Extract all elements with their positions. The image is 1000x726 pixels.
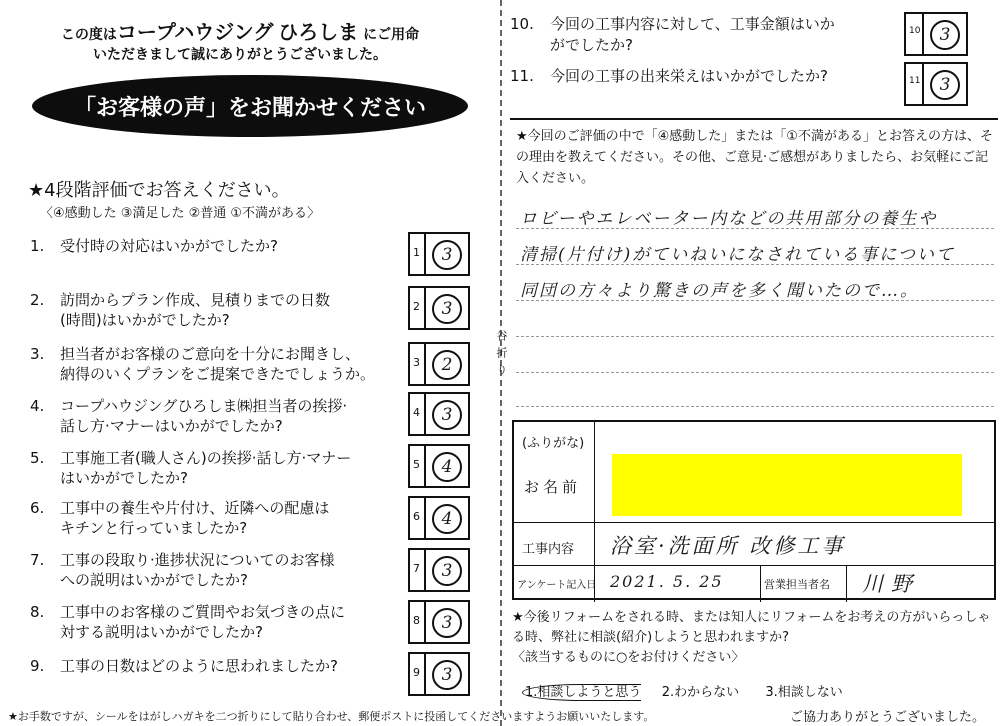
box-number: 3 (413, 356, 420, 369)
question-text: 工事施工者(職人さん)の挨拶·話し方·マナー (60, 449, 352, 467)
intro-post: にご用命 (363, 27, 420, 43)
customer-info-form (512, 420, 996, 600)
box-number: 8 (413, 614, 420, 627)
question-text-2: 納得のいくプランをご提案できたでしょうか。 (60, 365, 376, 383)
circled-score: 3 (432, 400, 462, 430)
question-text-2: がでしたか? (550, 36, 633, 54)
circled-score: 3 (432, 660, 462, 690)
circled-score: 4 (432, 452, 462, 482)
box-number: 5 (413, 458, 420, 471)
question-11 (510, 66, 900, 87)
writing-line (516, 372, 994, 373)
box-number: 2 (413, 300, 420, 313)
circled-score: 4 (432, 504, 462, 534)
referral-options (522, 681, 843, 700)
furigana-label: (ふりがな) (522, 436, 585, 451)
score-box-5[interactable] (408, 444, 470, 488)
box-number: 1 (413, 246, 420, 259)
writing-line (516, 336, 994, 337)
question-text-2: はいかがでしたか? (60, 469, 188, 487)
circled-score: 3 (432, 556, 462, 586)
question-text-2: (時間)はいかがでしたか? (60, 311, 230, 329)
writing-line (516, 406, 994, 407)
form-divider (846, 565, 847, 602)
question-text-2: 話し方·マナーはいかがでしたか? (60, 417, 283, 435)
banner-title: 「お客様の声」をお聞かせください (32, 75, 468, 137)
circled-score: 3 (930, 70, 960, 100)
score-box-6[interactable] (408, 496, 470, 540)
box-number: 11 (909, 76, 921, 86)
question-number: 4. (30, 397, 45, 415)
circled-score: 3 (930, 20, 960, 50)
score-box-10[interactable] (904, 12, 968, 56)
fold-label: 谷折り (495, 330, 508, 381)
name-label: お名前 (524, 478, 582, 496)
brand-name: コープハウジング (116, 20, 274, 44)
referral-question (512, 608, 992, 668)
question-text: 工事中の養生や片付け、近隣への配慮は (60, 499, 330, 517)
score-box-8[interactable] (408, 600, 470, 644)
form-divider (760, 565, 761, 602)
question-number: 6. (30, 499, 45, 517)
referral-sub: 〈該当するものに○をお付けください〉 (512, 650, 745, 665)
question-text: 訪問からプラン作成、見積りまでの日数 (60, 291, 331, 309)
thanks-text: ご協力ありがとうございました。 (790, 710, 986, 725)
box-number: 6 (413, 510, 420, 523)
box-number: 10 (909, 26, 921, 36)
box-number: 9 (413, 666, 420, 679)
question-number: 11. (510, 67, 534, 85)
comment-instruction: ★今回のご評価の中で「④感動した」または「①不満がある」とお答えの方は、その理由を教えてください。その他、ご意見·ご感想がありましたら、お気軽にご記入ください。 (516, 129, 993, 186)
rating-title: ★4段階評価でお答えください。 (28, 180, 290, 201)
question-number: 3. (30, 345, 45, 363)
score-box-1[interactable] (408, 232, 470, 276)
question-text-2: への説明はいかがでしたか? (60, 571, 248, 589)
work-label: 工事内容 (522, 542, 575, 557)
rating-legend: 〈④感動した ③満足した ②普通 ①不満がある〉 (40, 206, 321, 221)
intro-line-2: いただきまして誠にありがとうございました。 (93, 47, 387, 63)
question-text: 今回の工事内容に対して、工事金額はいか (550, 15, 835, 33)
mailing-instruction: ★お手数ですが、シールをはがしハガキを二つ折りにして貼り合わせ、郵便ポストに投函してくださいますようお願いいたします。 (8, 710, 655, 723)
score-box-11[interactable] (904, 62, 968, 106)
option-no[interactable]: 3.相談しない (765, 685, 843, 700)
question-text: 工事の段取り·進捗状況についてのお客様 (60, 551, 335, 569)
referral-text: ★今後リフォームをされる時、または知人にリフォームをお考えの方がいらっしゃる時、弊社に相談(紹介)しようと思われますか? (512, 610, 991, 645)
staff-label: 営業担当者名 (764, 578, 830, 591)
question-number: 9. (30, 657, 45, 675)
form-divider (594, 422, 595, 565)
option-unsure[interactable]: 2.わからない (661, 685, 740, 700)
box-number: 4 (413, 406, 420, 419)
question-number: 7. (30, 551, 45, 569)
score-box-7[interactable] (408, 548, 470, 592)
box-number: 7 (413, 562, 420, 575)
question-text: 工事中のお客様のご質問やお気づきの点に (60, 603, 346, 621)
intro-line-1 (40, 16, 440, 45)
score-box-9[interactable] (408, 652, 470, 696)
form-divider (514, 522, 994, 523)
date-label: アンケート記入日 (517, 580, 597, 591)
option-consult[interactable]: 1.相談しようと思う (522, 684, 641, 701)
comment-text-line[interactable]: 同団の方々より驚きの声を多く聞いたので…。 (520, 281, 919, 301)
circled-score: 3 (432, 240, 462, 270)
question-text: 今回の工事の出来栄えはいかがでしたか? (550, 67, 828, 85)
question-text: 受付時の対応はいかがでしたか? (60, 237, 278, 255)
circled-score: 3 (432, 294, 462, 324)
question-number: 5. (30, 449, 45, 467)
section-divider (510, 118, 998, 120)
form-divider (514, 565, 994, 566)
score-box-3[interactable] (408, 342, 470, 386)
circled-score: 2 (432, 350, 462, 380)
circled-score: 3 (432, 608, 462, 638)
comment-text-line[interactable]: ロビーやエレベーター内などの共用部分の養生や (520, 209, 938, 229)
question-number: 2. (30, 291, 45, 309)
question-number: 1. (30, 237, 45, 255)
redacted-name-field[interactable] (612, 454, 962, 516)
score-box-4[interactable] (408, 392, 470, 436)
question-number: 10. (510, 15, 534, 33)
date-value[interactable]: 2021. 5. 25 (610, 572, 724, 591)
question-text: コープハウジングひろしま㈱担当者の挨拶· (60, 397, 348, 415)
question-text: 工事の日数はどのように思われましたか? (60, 657, 338, 675)
comment-text-line[interactable]: 清掃(片付け)がていねいになされている事について (520, 245, 955, 265)
question-number: 8. (30, 603, 45, 621)
question-10 (510, 14, 900, 56)
staff-value[interactable]: 川野 (862, 572, 920, 596)
brand-name-2: ひろしま (278, 20, 359, 44)
work-value[interactable]: 浴室·洗面所 改修工事 (610, 534, 846, 558)
question-text-2: 対する説明はいかがでしたか? (60, 623, 263, 641)
score-box-2[interactable] (408, 286, 470, 330)
question-text-2: キチンと行っていましたか? (60, 519, 248, 537)
intro-pre: この度は (60, 27, 117, 43)
question-text: 担当者がお客様のご意向を十分にお聞きし、 (60, 345, 361, 363)
